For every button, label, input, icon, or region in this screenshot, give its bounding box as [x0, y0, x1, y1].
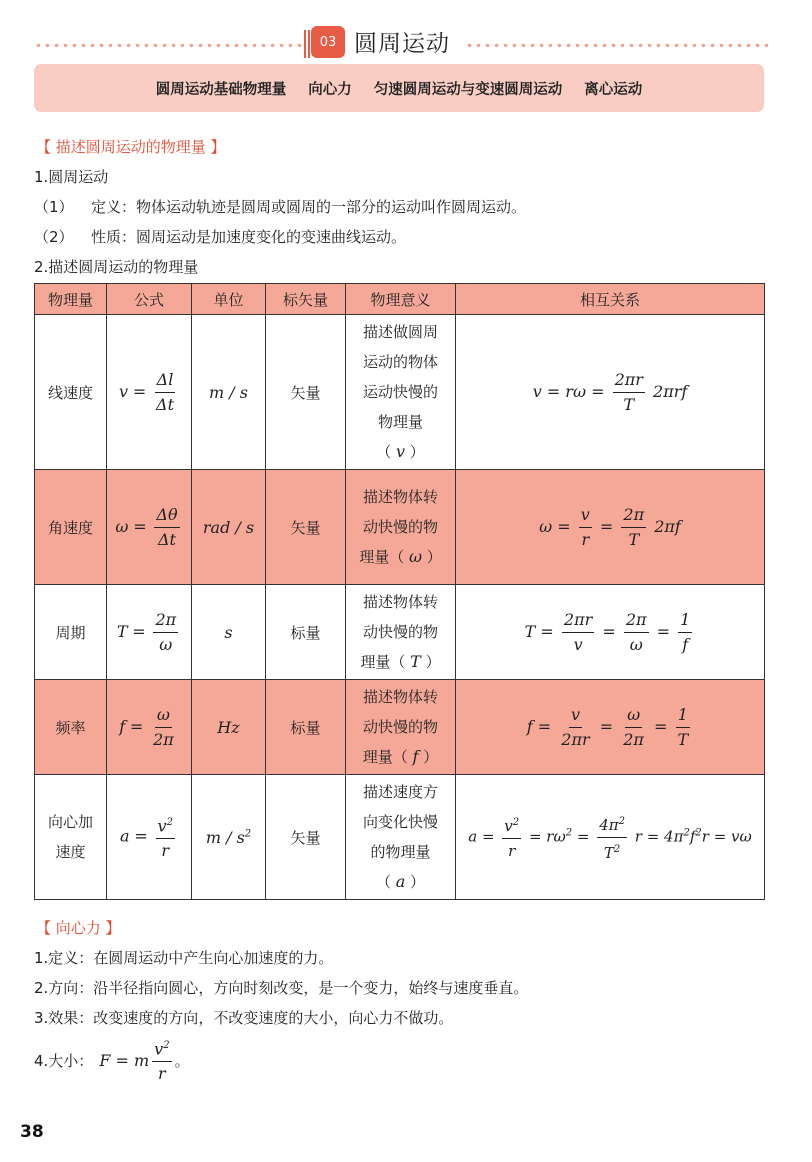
meaning-line: 描述物体转 [362, 688, 438, 706]
fraction-denominator: 2π [623, 729, 644, 749]
chapter-title: 圆周运动 [354, 31, 450, 57]
meaning-line: 运动快慢的 [362, 383, 438, 401]
relation-part: a = [468, 827, 495, 845]
numerator-base: v [504, 817, 513, 835]
relation-part: = [602, 621, 616, 641]
fraction-numerator: ω [625, 703, 642, 728]
fraction-denominator: ω [629, 634, 643, 654]
denominator-exponent: 2 [613, 843, 621, 855]
meaning-symbol: a [395, 872, 406, 891]
formula-lhs: f [119, 716, 126, 736]
table-row [35, 315, 765, 470]
numerator-exponent: 2 [166, 816, 173, 828]
numerator-exponent: 2 [163, 1040, 170, 1051]
unit-cell: Hz [192, 680, 266, 775]
meaning-symbol-line: 理量（ ω ） [359, 547, 442, 566]
relation-fraction [624, 608, 649, 657]
fraction-numerator: 2πr [613, 368, 645, 393]
meaning-line: 理量 [362, 748, 393, 766]
relation-fraction [597, 810, 627, 865]
fraction-denominator: 2π [153, 729, 174, 749]
meaning-symbol-line: 理量（ T ） [360, 652, 441, 671]
meaning-symbol: v [395, 442, 406, 461]
formula-cell [107, 680, 192, 775]
meaning-line: 描述物体转 [362, 488, 438, 506]
binder-deco [304, 30, 310, 58]
fraction-numerator: 2π [621, 503, 646, 528]
unit-cell: s [192, 585, 266, 680]
meaning-symbol: ω [408, 547, 423, 566]
relation-cell [456, 775, 765, 900]
formula-eq: = [133, 516, 147, 536]
meaning-line: 理量 [359, 548, 390, 566]
unit-cell [192, 775, 266, 900]
formula-lhs: F = m [99, 1050, 150, 1070]
formula-fraction [153, 608, 178, 657]
formula-fraction [151, 703, 176, 752]
fraction-numerator [597, 810, 627, 838]
fraction-denominator: T [628, 529, 640, 549]
formula-fraction [154, 368, 176, 417]
dotted-rule-right [465, 43, 768, 47]
page-number: 38 [20, 1122, 44, 1142]
fraction-denominator: v [573, 634, 583, 654]
relation-fraction [621, 503, 646, 552]
fraction-denominator: Δt [156, 394, 174, 414]
vector-scalar-cell: 标量 [266, 680, 346, 775]
meaning-line: 的物理量 [370, 843, 431, 861]
relation-part: 2πrf [653, 381, 688, 401]
fraction-denominator: 2πr [561, 729, 590, 749]
force-definition: 1.定义：在圆周运动中产生向心加速度的力。 [34, 949, 334, 967]
fraction-numerator: Δθ [154, 503, 179, 528]
relation-part: = [599, 716, 614, 736]
meaning-line: 描述速度方 [362, 783, 438, 801]
unit-exponent: 2 [244, 828, 252, 840]
fraction-numerator [502, 811, 521, 839]
fraction-numerator: Δl [155, 368, 176, 393]
relation-part: = [576, 827, 590, 845]
relation-fraction [613, 368, 645, 417]
fraction-numerator: 2π [153, 608, 178, 633]
topic-item: 圆周运动基础物理量 [155, 81, 287, 98]
denominator-base: T [603, 843, 614, 862]
relation-cell [456, 470, 765, 585]
definition-text: 定义：物体运动轨迹是圆周或圆周的一部分的运动叫作圆周运动。 [91, 198, 527, 216]
relation-fraction [678, 608, 692, 657]
vector-scalar-cell: 矢量 [266, 315, 346, 470]
column-header: 单位 [192, 284, 266, 315]
item-quantities: 2.描述圆周运动的物理量 [34, 258, 199, 276]
meaning-line: 动快慢的物 [362, 623, 438, 641]
relation-part: 2πf [654, 516, 681, 536]
formula-eq: = [132, 381, 147, 401]
formula-eq: = [129, 716, 144, 736]
formula-fraction [154, 503, 179, 552]
quantity-name-line: 向心加 [47, 813, 93, 831]
relation-part: = [599, 516, 614, 536]
meaning-symbol: f [412, 747, 419, 766]
relation-fraction [502, 811, 521, 863]
formula-cell [107, 775, 192, 900]
formula-cell [107, 315, 192, 470]
column-header: 标矢量 [266, 284, 346, 315]
fraction-numerator: 1 [678, 608, 692, 633]
quantity-name-line: 速度 [55, 843, 86, 861]
fraction-denominator: r [581, 529, 590, 549]
formula-lhs: v [119, 381, 129, 401]
vector-scalar-cell: 标量 [266, 585, 346, 680]
table-header-row [35, 284, 765, 315]
relation-part: r = 4π [634, 827, 684, 845]
fraction-numerator: 2π [624, 608, 649, 633]
table-row [35, 470, 765, 585]
relation-part: = [654, 716, 668, 736]
table-row [35, 680, 765, 775]
topic-item: 向心力 [308, 81, 352, 98]
relation-cell [456, 680, 765, 775]
topic-item: 离心运动 [584, 81, 643, 98]
meaning-symbol: T [410, 652, 421, 671]
meaning-cell [346, 315, 456, 470]
vector-scalar-cell: 矢量 [266, 470, 346, 585]
formula-lhs: ω [115, 516, 129, 536]
unit-cell: m / s [192, 315, 266, 470]
relation-part: f = [526, 716, 552, 736]
numerator-base: v [154, 1039, 164, 1059]
meaning-symbol-line: （ v ） [376, 442, 425, 461]
meaning-line: 理量 [360, 653, 391, 671]
numerator-base: v [157, 816, 167, 836]
item-circular-motion: 1.圆周运动 [34, 168, 109, 186]
numerator-exponent: 2 [618, 815, 625, 827]
unit-cell: rad / s [192, 470, 266, 585]
relation-fraction [621, 703, 646, 752]
magnitude-prefix: 4.大小： [34, 1051, 94, 1070]
relation-part: v = rω = [532, 381, 605, 401]
relation-fraction [676, 703, 691, 752]
meaning-cell [346, 470, 456, 585]
meaning-cell [346, 680, 456, 775]
relation-exponent: 2 [683, 827, 690, 838]
meaning-cell [346, 775, 456, 900]
section-title-quantities: 【 描述圆周运动的物理量 】 [36, 138, 226, 156]
fraction-denominator: T [623, 394, 635, 414]
fraction-denominator: r [508, 842, 516, 860]
relation-part: ω = [539, 516, 571, 536]
meaning-line: 动快慢的物 [362, 718, 438, 736]
relation-fraction [562, 608, 594, 657]
quantity-name: 周期 [35, 585, 107, 680]
meaning-line: 向变化快慢 [362, 813, 438, 831]
vector-scalar-cell: 矢量 [266, 775, 346, 900]
meaning-line: 运动的物体 [362, 353, 438, 371]
formula-fraction [156, 811, 175, 863]
relation-part: = [656, 621, 671, 641]
unit-base: m / s [205, 827, 245, 847]
quantity-name: 线速度 [35, 315, 107, 470]
fraction-numerator: 2πr [562, 608, 594, 633]
formula-cell [107, 585, 192, 680]
fraction-numerator: 1 [676, 703, 690, 728]
magnitude-suffix: 。 [174, 1051, 190, 1070]
fraction-denominator: r [161, 841, 170, 861]
topic-item: 匀速圆周运动与变速圆周运动 [373, 81, 563, 98]
numerator-base: 4π [599, 815, 619, 834]
relation-cell [456, 585, 765, 680]
meaning-line: 物理量 [377, 413, 423, 431]
table-row [35, 775, 765, 900]
relation-exponent: 2 [565, 827, 573, 838]
formula-eq: = [134, 826, 148, 846]
formula-lhs: T [116, 621, 128, 641]
quantity-name: 角速度 [35, 470, 107, 585]
force-direction: 2.方向：沿半径指向圆心，方向时刻改变，是一个变力，始终与速度垂直。 [34, 979, 529, 997]
relation-part: f [689, 827, 696, 845]
numerator-exponent: 2 [512, 817, 520, 828]
column-header: 公式 [107, 284, 192, 315]
fraction-denominator: r [158, 1064, 166, 1084]
fraction-denominator [602, 838, 622, 865]
formula-fraction [152, 1034, 171, 1086]
column-header: 物理意义 [346, 284, 456, 315]
property-line [34, 226, 406, 247]
meaning-line: 描述做圆周 [362, 323, 438, 341]
fraction-denominator: Δt [158, 529, 176, 549]
meaning-symbol-line: （ a ） [375, 872, 426, 891]
meaning-cell [346, 585, 456, 680]
quantity-name [35, 775, 107, 900]
quantities-table [34, 283, 765, 900]
meaning-symbol-line: 理量（ f ） [362, 747, 439, 766]
fraction-numerator: ω [155, 703, 172, 728]
relation-part: T = [524, 621, 554, 641]
formula-cell [107, 470, 192, 585]
quantity-name: 频率 [35, 680, 107, 775]
relation-cell [456, 315, 765, 470]
meaning-line: 描述物体转 [362, 593, 438, 611]
force-magnitude [34, 1034, 190, 1086]
table-row [35, 585, 765, 680]
property-index: （2） [34, 228, 74, 246]
definition-line [34, 196, 526, 217]
fraction-denominator: T [677, 729, 689, 749]
column-header: 物理量 [35, 284, 107, 315]
fraction-numerator: v [579, 503, 592, 528]
chapter-number-badge: 03 [311, 26, 345, 58]
dotted-rule-left [34, 43, 304, 47]
column-header: 相互关系 [456, 284, 765, 315]
fraction-numerator [152, 1034, 171, 1062]
force-effect: 3.效果：改变速度的方向，不改变速度的大小，向心力不做功。 [34, 1009, 454, 1027]
relation-part: r = vω [701, 827, 752, 845]
section-title-centripetal-force: 【 向心力 】 [36, 919, 121, 937]
relation-fraction [559, 703, 591, 752]
property-text: 性质：圆周运动是加速度变化的变速曲线运动。 [91, 228, 407, 246]
fraction-denominator: f [682, 634, 689, 654]
fraction-numerator: v [569, 703, 582, 728]
definition-index: （1） [34, 198, 74, 216]
topic-banner [34, 64, 764, 112]
formula-eq: = [132, 621, 146, 641]
fraction-denominator: ω [159, 634, 173, 654]
relation-exponent: 2 [695, 827, 702, 838]
relation-part: = rω [528, 827, 566, 845]
meaning-line: 动快慢的物 [362, 518, 438, 536]
fraction-numerator [156, 811, 175, 839]
formula-lhs: a [120, 826, 130, 846]
relation-fraction [579, 503, 592, 552]
